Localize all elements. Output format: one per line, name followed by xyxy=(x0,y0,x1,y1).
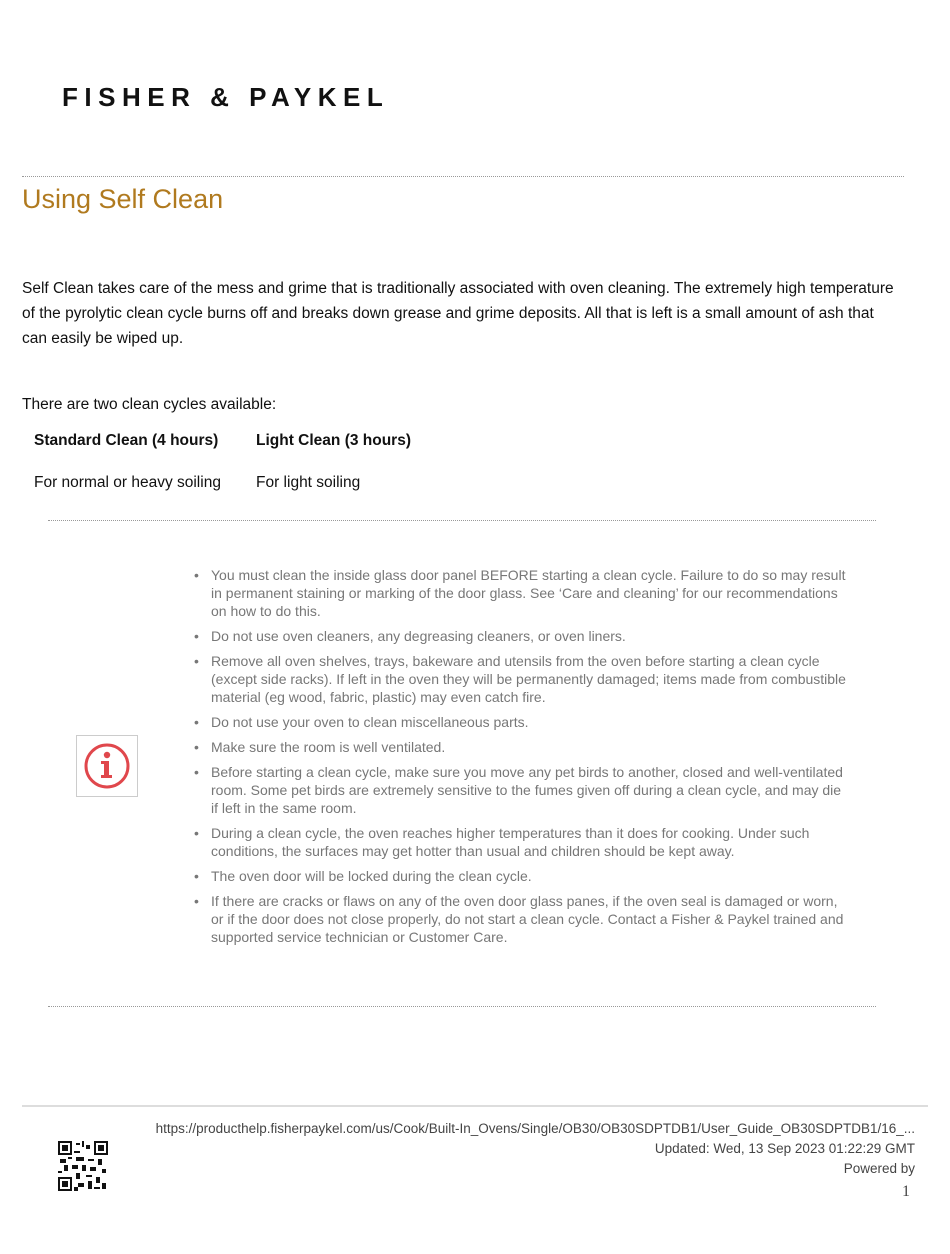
cycle-name: Light Clean (3 hours) xyxy=(256,432,411,449)
cycle-desc: For normal or heavy soiling xyxy=(34,474,221,491)
cycles-intro: There are two clean cycles available: xyxy=(22,396,277,413)
page-title: Using Self Clean xyxy=(22,184,224,214)
powered-by: Powered by xyxy=(843,1161,915,1176)
brand-logo: FISHER & PAYKEL xyxy=(62,82,390,112)
source-url-link[interactable]: https://producthelp.fisherpaykel.com/us/Cook/Built-In_Ovens/Single/OB30/OB30SDPTDB1/User_Guide_OB30SDPTDB1/16_... xyxy=(155,1121,915,1136)
list-item: • Make sure the room is well ventilated. xyxy=(190,738,850,756)
list-item: • During a clean cycle, the oven reaches higher temperatures than it does for cooking. Under such conditions, the surfaces may get hotter than usual and children should be kept away. xyxy=(190,824,850,860)
divider xyxy=(48,1006,876,1007)
info-circle-icon xyxy=(82,741,132,791)
cycle-name: Standard Clean (4 hours) xyxy=(34,432,219,449)
cycle-desc: For light soiling xyxy=(256,474,361,491)
page-number: 1 xyxy=(902,1183,910,1200)
divider xyxy=(22,176,904,177)
list-item: • Do not use oven cleaners, any degreasing cleaners, or oven liners. xyxy=(190,627,850,645)
list-item: • Remove all oven shelves, trays, bakeware and utensils from the oven before starting a clean cycle (except side racks). If left in the oven they will be permanently damaged; items made from combustible material (eg wood, fabric, plastic) may even catch fire. xyxy=(190,652,850,706)
qr-code-icon[interactable] xyxy=(58,1141,108,1191)
info-callout-icon-box xyxy=(76,735,138,797)
divider xyxy=(48,520,876,521)
list-item: • Do not use your oven to clean miscellaneous parts. xyxy=(190,713,850,731)
safety-notes-list xyxy=(190,566,850,953)
footer-divider xyxy=(22,1105,928,1107)
list-item: • You must clean the inside glass door panel BEFORE starting a clean cycle. Failure to do so may result in permanent staining or marking of the door glass. See ‘Care and cleaning’ for our recommendations on how to do this. xyxy=(190,566,850,620)
intro-paragraph: Self Clean takes care of the mess and grime that is traditionally associated with oven cleaning. The extremely high temperature of the pyrolytic clean cycle burns off and breaks down grease and grime deposits. All that is left is a small amount of ash that can easily be wiped up. xyxy=(22,280,894,347)
list-item: • The oven door will be locked during the clean cycle. xyxy=(190,867,850,885)
updated-timestamp: Updated: Wed, 13 Sep 2023 01:22:29 GMT xyxy=(654,1141,915,1156)
list-item: • Before starting a clean cycle, make sure you move any pet birds to another, closed and well-ventilated room. Some pet birds are extremely sensitive to the fumes given off during a clean cycle, and may die if left in the same room. xyxy=(190,763,850,817)
list-item: • If there are cracks or flaws on any of the oven door glass panes, if the oven seal is damaged or worn, or if the door does not close properly, do not start a clean cycle. Contact a Fisher & Paykel trained and supported service technician or Customer Care. xyxy=(190,892,850,946)
